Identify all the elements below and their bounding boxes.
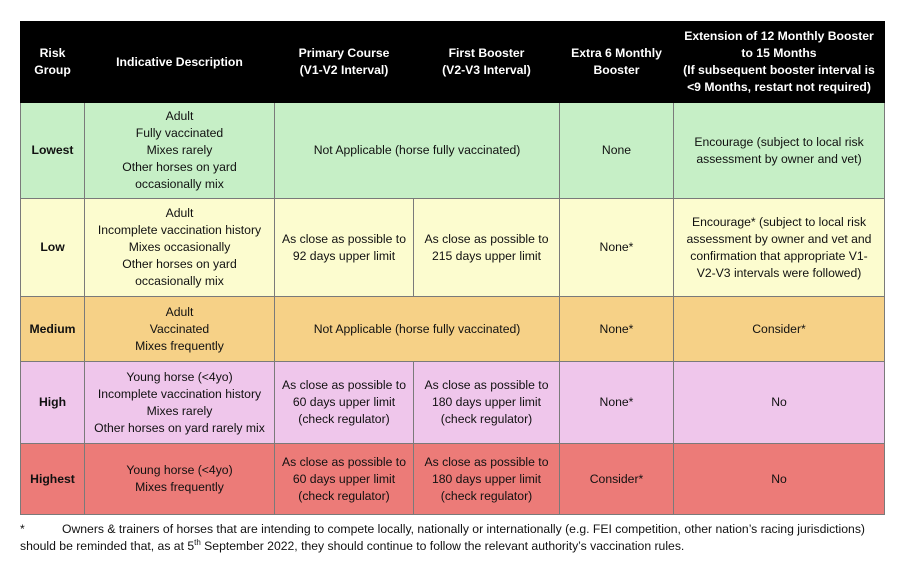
- primary-course-line: As close as possible to: [282, 378, 406, 392]
- table-row-highest: [21, 444, 885, 515]
- risk-group-cell: Medium: [21, 297, 85, 362]
- extension-cell: [674, 103, 885, 199]
- extension-line: Encourage* (subject to local risk: [691, 214, 867, 229]
- first-booster-cell: [414, 199, 560, 297]
- footnote-superscript: th: [194, 537, 201, 547]
- description-cell: [85, 297, 275, 362]
- description-line: Mixes frequently: [135, 480, 224, 494]
- extra-booster-header-line: Extra 6 Monthly: [571, 46, 662, 60]
- description-line: Vaccinated: [149, 321, 210, 336]
- extra-booster-cell: None*: [560, 199, 674, 297]
- extension-line: No: [771, 395, 787, 409]
- description-header-line: Indicative Description: [116, 54, 243, 69]
- extra-booster-header: [560, 22, 674, 103]
- description-line: Mixes frequently: [135, 338, 224, 353]
- description-line: occasionally mix: [135, 177, 224, 191]
- extra-booster-cell: None: [560, 103, 674, 199]
- primary-course-cell: [275, 362, 414, 444]
- risk-group-cell: Lowest: [21, 103, 85, 199]
- description-line: Other horses on yard: [122, 160, 237, 174]
- first-booster-line: 180 days upper limit: [431, 395, 542, 409]
- first-booster-line: 180 days upper limit: [431, 471, 542, 486]
- description-line: Adult: [165, 206, 194, 220]
- primary-course-line: As close as possible to: [282, 454, 406, 469]
- extension-line: Encourage (subject to local risk: [694, 134, 864, 149]
- first-booster-line: As close as possible to: [424, 454, 549, 469]
- description-line: Young horse (<4yo): [126, 463, 233, 477]
- risk-group-cell: High: [21, 362, 85, 444]
- primary-course-header: [275, 22, 414, 103]
- primary-course-line: 60 days upper limit: [292, 471, 396, 486]
- extension-header-line: (If subsequent booster interval is: [683, 63, 875, 77]
- extension-line: No: [771, 471, 787, 486]
- first-booster-line: (check regulator): [440, 412, 533, 426]
- description-line: occasionally mix: [135, 274, 224, 288]
- extension-line: confirmation that appropriate V1-: [690, 248, 868, 263]
- extra-booster-cell: None*: [560, 362, 674, 444]
- primary-course-line: (check regulator): [298, 412, 390, 426]
- extension-header: [674, 22, 885, 103]
- footnote-text-before: Owners & trainers of horses that are intending to compete locally, nationally or internationally (e.g. FEI competition, other nation’s racing jurisdictions) should be reminded that, as at 5: [20, 522, 865, 553]
- table-row-medium: [21, 297, 885, 362]
- extra-booster-cell: Consider*: [560, 444, 674, 515]
- first-booster-cell: [414, 362, 560, 444]
- risk-group-cell: Low: [21, 199, 85, 297]
- first-booster-header: [414, 22, 560, 103]
- risk-group-header-line: Risk: [39, 46, 66, 60]
- first-booster-cell: [414, 444, 560, 515]
- extra-booster-header-line: Booster: [593, 63, 640, 77]
- footnote-text-after: September 2022, they should continue to follow the relevant authority’s vaccination rules.: [200, 539, 685, 553]
- footnote: [20, 521, 882, 555]
- description-line: Other horses on yard rarely mix: [94, 420, 265, 435]
- description-line: Mixes occasionally: [128, 240, 231, 254]
- description-header: [85, 22, 275, 103]
- first-booster-line: As close as possible to: [424, 378, 549, 392]
- primary-course-line: 60 days upper limit: [292, 395, 396, 409]
- primary-course-line: As close as possible to: [282, 231, 406, 246]
- extension-header-line: <9 Months, restart not required): [687, 80, 871, 94]
- table-body: [21, 103, 885, 515]
- extension-header-line: to 15 Months: [741, 46, 817, 60]
- header-row: [21, 22, 885, 103]
- primary-course-line: (check regulator): [298, 488, 390, 503]
- footnote-marker: *: [20, 522, 25, 536]
- table-row-lowest: [21, 103, 885, 199]
- table-row-low: [21, 199, 885, 297]
- risk-group-header: [21, 22, 85, 103]
- course-merged-cell: Not Applicable (horse fully vaccinated): [275, 297, 560, 362]
- description-line: Mixes rarely: [146, 143, 213, 157]
- description-line: Mixes rarely: [146, 403, 213, 418]
- extension-line: assessment by owner and vet and: [686, 231, 872, 246]
- primary-course-header-line: Primary Course: [298, 46, 390, 60]
- description-cell: [85, 362, 275, 444]
- extension-line: Consider*: [752, 321, 806, 336]
- first-booster-header-line: (V2-V3 Interval): [442, 63, 531, 77]
- extension-cell: [674, 444, 885, 515]
- description-line: Adult: [165, 304, 194, 319]
- table-row-high: [21, 362, 885, 444]
- extension-cell: [674, 297, 885, 362]
- first-booster-line: As close as possible to: [424, 231, 549, 246]
- extension-cell: [674, 362, 885, 444]
- extra-booster-cell: None*: [560, 297, 674, 362]
- description-cell: [85, 199, 275, 297]
- description-line: Fully vaccinated: [135, 126, 224, 140]
- first-booster-line: 215 days upper limit: [431, 248, 542, 263]
- description-cell: [85, 444, 275, 515]
- primary-course-cell: [275, 199, 414, 297]
- course-merged-cell: Not Applicable (horse fully vaccinated): [275, 103, 560, 199]
- description-line: Incomplete vaccination history: [97, 386, 262, 401]
- extension-header-line: Extension of 12 Monthly Booster: [684, 29, 874, 43]
- primary-course-line: 92 days upper limit: [292, 248, 396, 263]
- description-cell: [85, 103, 275, 199]
- first-booster-header-line: First Booster: [448, 46, 525, 60]
- extension-cell: [674, 199, 885, 297]
- vaccination-risk-table: [20, 21, 885, 515]
- description-line: Incomplete vaccination history: [97, 223, 262, 237]
- primary-course-cell: [275, 444, 414, 515]
- risk-group-cell: Highest: [21, 444, 85, 515]
- description-line: Young horse (<4yo): [126, 369, 233, 384]
- extension-line: assessment by owner and vet): [696, 151, 862, 166]
- risk-group-header-line: Group: [34, 63, 71, 77]
- table-header: [21, 22, 885, 103]
- description-line: Other horses on yard: [122, 257, 237, 271]
- extension-line: V2-V3 intervals were followed): [696, 265, 862, 280]
- description-line: Adult: [165, 109, 194, 123]
- primary-course-header-line: (V1-V2 Interval): [299, 63, 389, 77]
- first-booster-line: (check regulator): [440, 488, 533, 503]
